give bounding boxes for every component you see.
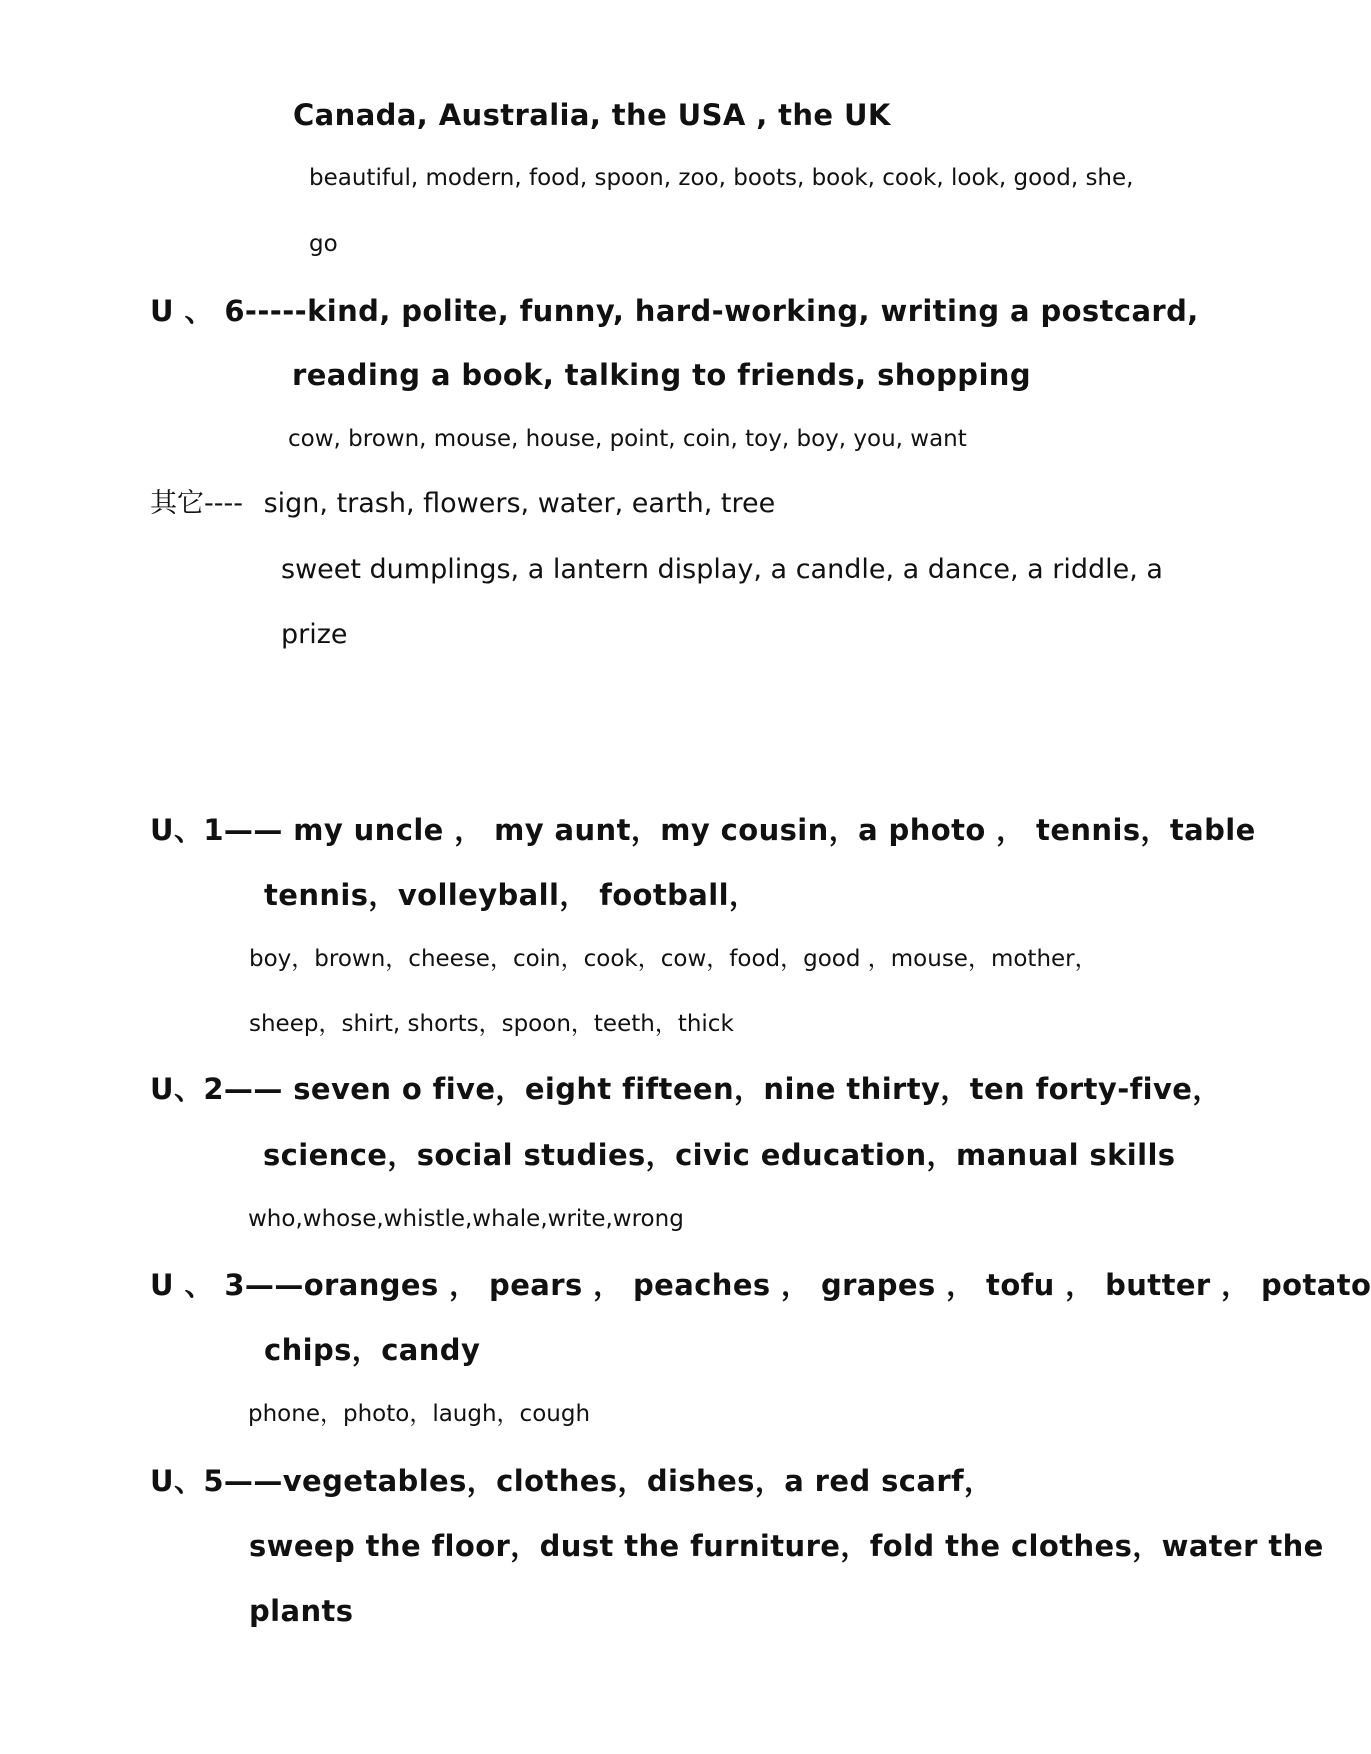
unit-3-words-continued: chips，candy	[264, 1333, 481, 1367]
other-words: sign, trash, flowers, water, earth, tree	[263, 488, 776, 519]
unit-5-heading: U、5——vegetables，clothes，dishes，a red scarf，	[150, 1464, 994, 1498]
unit-3-heading: U 、 3——oranges ， pears ， peaches ， grapes ， tofu ， butter ， potato	[150, 1268, 1371, 1302]
unit-5-phrases: sweep the floor，dust the furniture，fold the clothes，water the	[249, 1529, 1324, 1563]
phonics-words-line: beautiful, modern, food, spoon, zoo, boots, book, cook, look, good, she,	[309, 165, 1134, 191]
unit-6-label: U 、 6-----	[150, 294, 308, 328]
unit-6-words: kind, polite, funny, hard-working, writing a postcard,	[307, 294, 1199, 328]
other-words-heading	[150, 490, 775, 517]
unit-1-words-continued: tennis，volleyball， football，	[264, 878, 759, 912]
unit-5-phrases-continued: plants	[249, 1594, 354, 1628]
unit-6-words-continued: reading a book, talking to friends, shopping	[292, 358, 1031, 392]
unit-2-heading: U、2—— seven o five，eight fifteen，nine thirty，ten forty-five，	[150, 1072, 1222, 1106]
unit-1-phonics-words-continued: sheep，shirt, shorts，spoon，teeth，thick	[249, 1011, 734, 1037]
festival-words-line: sweet dumplings, a lantern display, a candle, a dance, a riddle, a	[281, 554, 1163, 585]
festival-words-continued: prize	[281, 619, 348, 650]
unit-2-words-continued: science，social studies，civic education，manual skills	[263, 1138, 1176, 1172]
unit-6-phonics-words: cow, brown, mouse, house, point, coin, toy, boy, you, want	[288, 426, 967, 452]
phonics-words-continued: go	[309, 231, 338, 257]
unit-3-phonics-words: phone，photo，laugh，cough	[248, 1401, 591, 1427]
unit-countries-line: Canada, Australia, the USA , the UK	[293, 98, 891, 132]
unit-6-heading	[150, 294, 1199, 328]
unit-1-heading: U、1—— my uncle ， my aunt，my cousin，a photo ， tennis，table	[150, 813, 1256, 847]
unit-2-phonics-words: who,whose,whistle,whale,write,wrong	[248, 1206, 684, 1232]
other-label: 其它----	[150, 488, 243, 519]
unit-1-phonics-words: boy，brown，cheese，coin，cook，cow，food，good ，mouse，mother，	[249, 946, 1098, 972]
